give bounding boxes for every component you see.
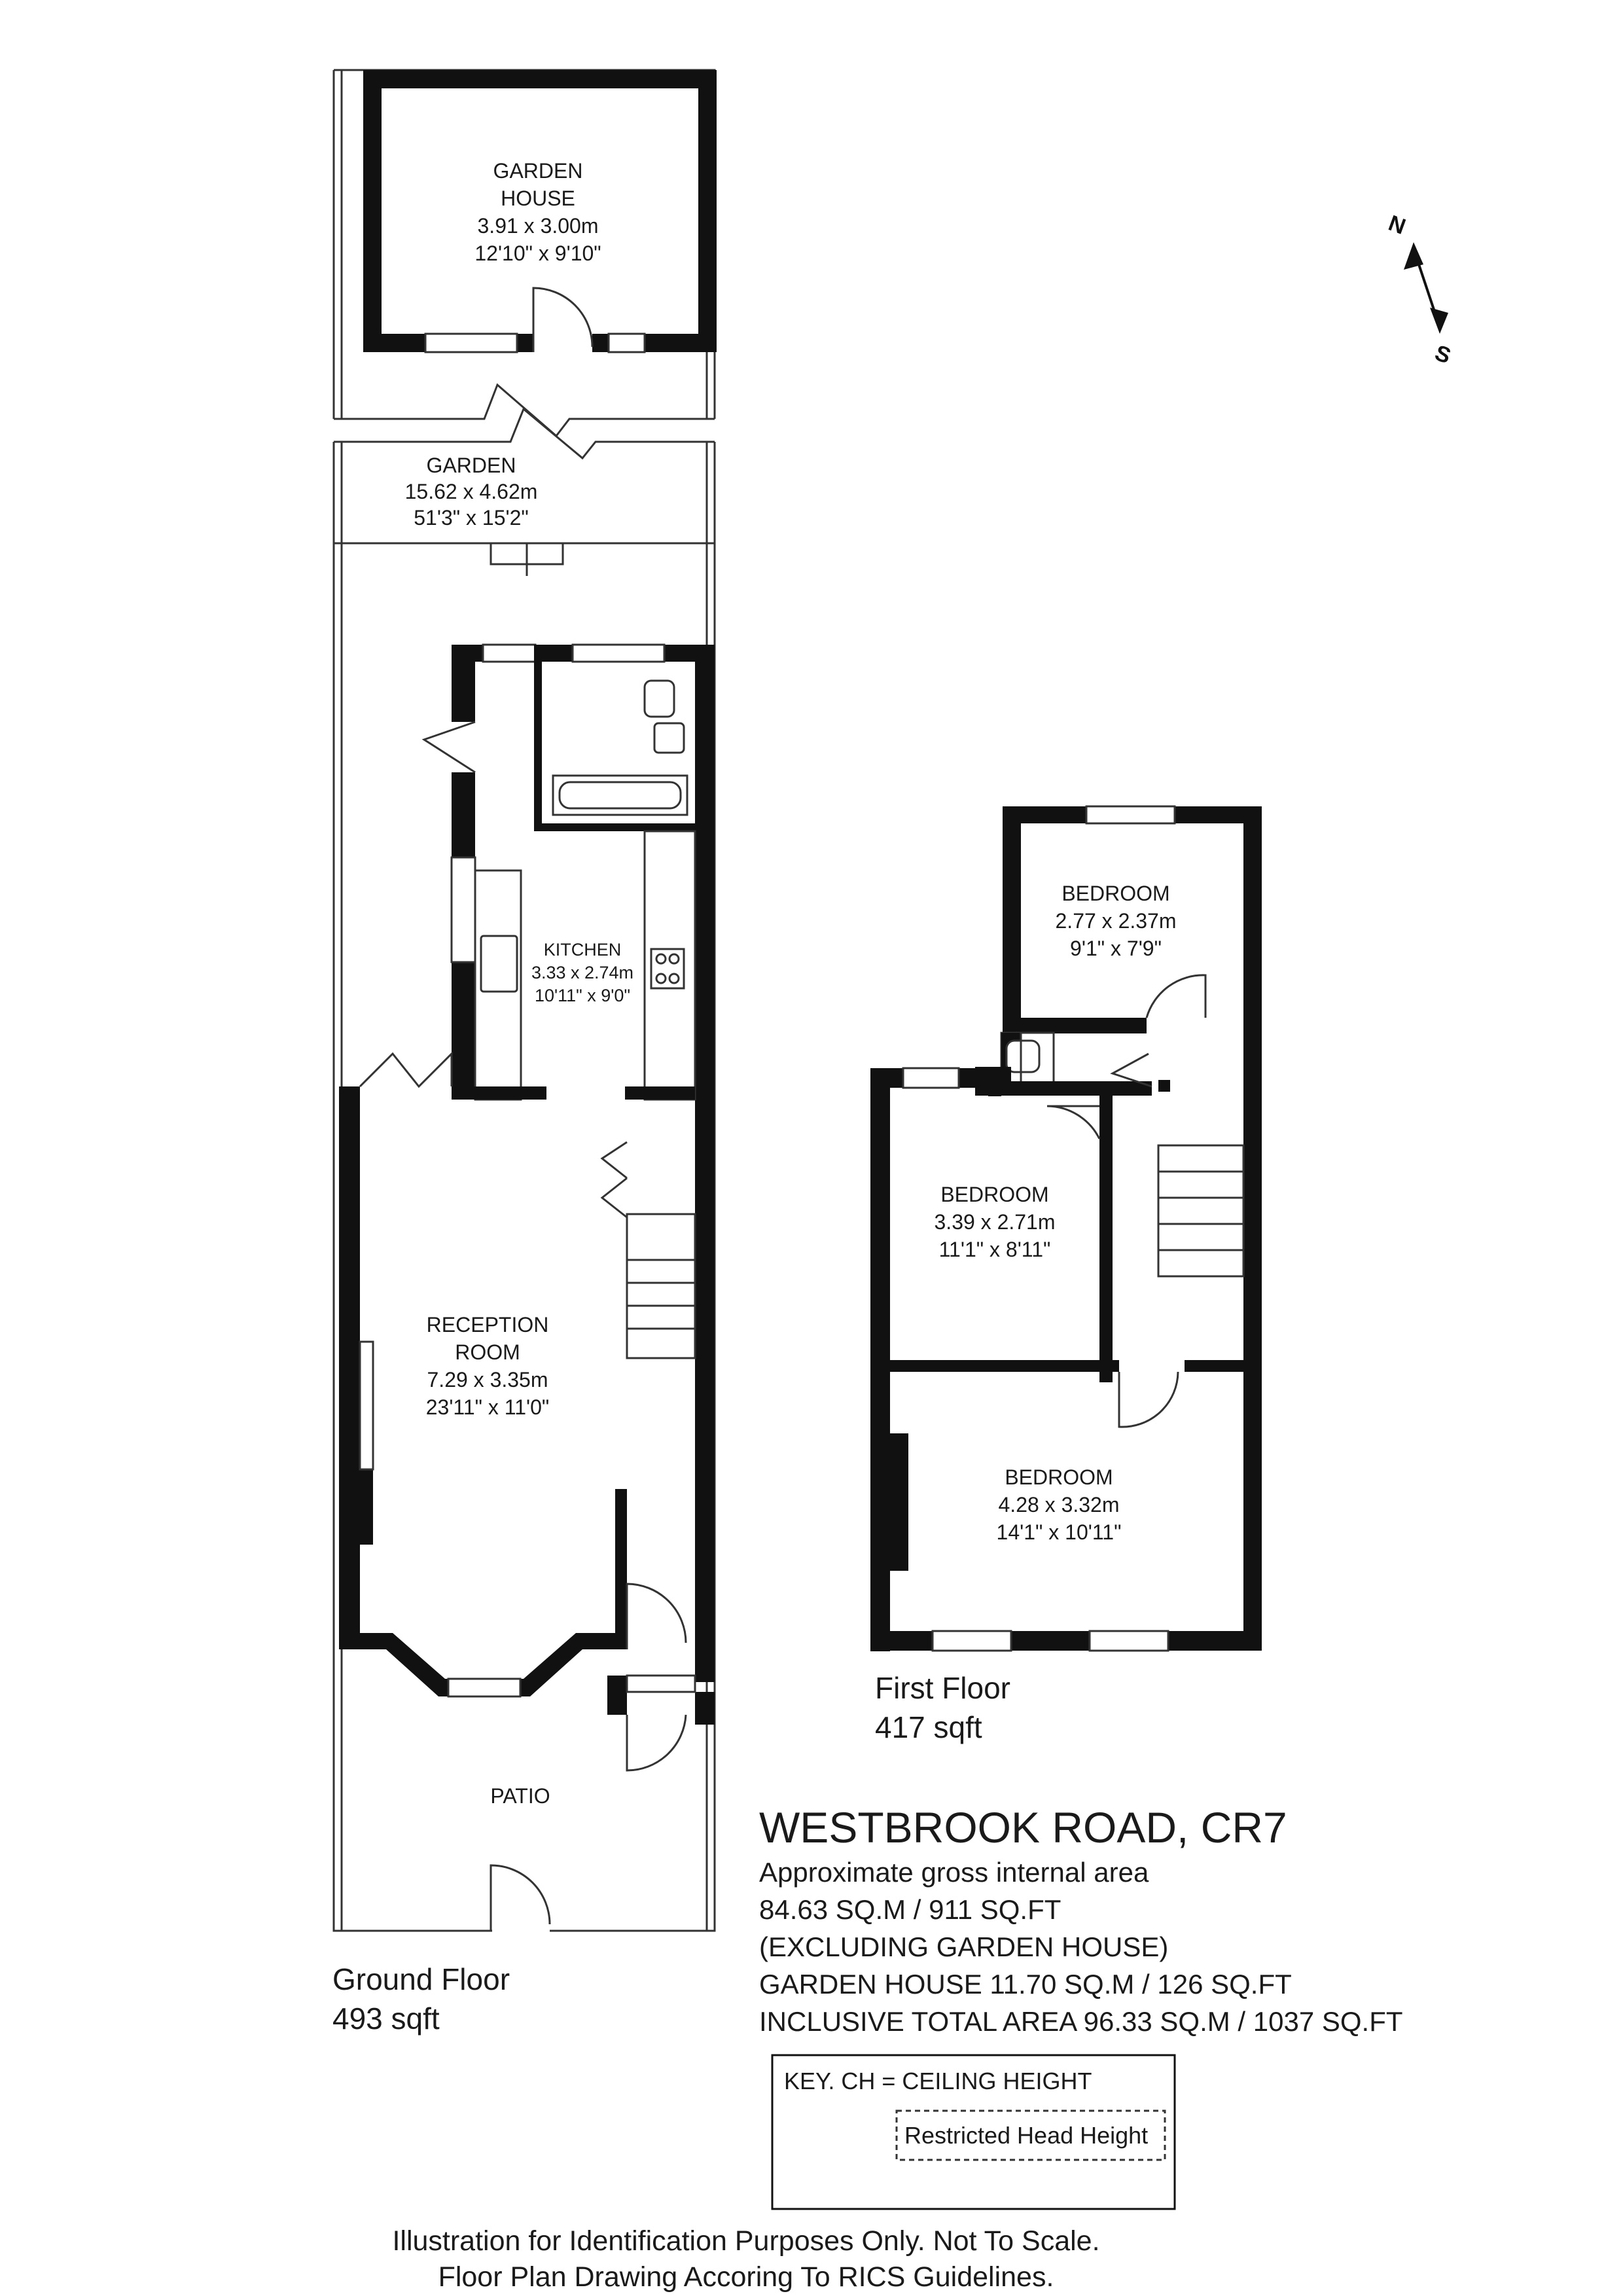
bedroom-large-metric: 4.28 x 3.32m [998,1493,1120,1516]
bedroom-small-imperial: 9'1" x 7'9" [1070,937,1162,960]
ground-floor-walls [339,645,715,1770]
kitchen-imperial: 10'11" x 9'0" [534,986,631,1005]
bedroom-middle-imperial: 11'1" x 8'11" [938,1238,1051,1261]
property-info-2: 84.63 SQ.M / 911 SQ.FT [759,1894,1061,1925]
reception-label: RECEPTION [426,1313,549,1336]
ground-floor-area: 493 sqft [332,2001,440,2036]
garden-house-imperial: 12'10" x 9'10" [474,242,601,265]
key-restricted: Restricted Head Height [904,2122,1149,2149]
bedroom-small-metric: 2.77 x 2.37m [1055,909,1177,933]
bedroom-large-imperial: 14'1" x 10'11" [996,1520,1122,1544]
property-info-1: Approximate gross internal area [759,1857,1149,1888]
compass-icon [1385,211,1454,369]
garden-house-walls [363,70,717,352]
reception-imperial: 23'11" x 11'0" [425,1395,550,1419]
bedroom-middle-label: BEDROOM [940,1183,1049,1206]
kitchen-label: KITCHEN [543,940,622,960]
reception-label-2: ROOM [455,1340,520,1364]
bedroom-small-label: BEDROOM [1061,882,1170,905]
kitchen-metric: 3.33 x 2.74m [531,963,634,982]
patio-label: PATIO [490,1784,550,1808]
property-info-3: (EXCLUDING GARDEN HOUSE) [759,1931,1169,1962]
garden-house-metric: 3.91 x 3.00m [477,214,599,238]
garden-house-label-2: HOUSE [501,187,575,210]
ground-floor-name: Ground Floor [332,1962,510,1996]
reception-metric: 7.29 x 3.35m [427,1368,548,1391]
footer-line-1: Illustration for Identification Purposes Only. Not To Scale. [392,2225,1100,2257]
bedroom-middle-metric: 3.39 x 2.71m [934,1210,1056,1234]
property-title: WESTBROOK ROAD, CR7 [759,1803,1287,1852]
key-box [772,2055,1175,2209]
patio-gate [491,1865,550,1931]
key-title: KEY. CH = CEILING HEIGHT [784,2068,1092,2094]
garden-metric: 15.62 x 4.62m [404,480,538,503]
compass-north: N [1385,210,1409,240]
bedroom-large-label: BEDROOM [1005,1465,1113,1489]
garden-imperial: 51'3" x 15'2" [414,506,529,529]
garden-label: GARDEN [426,454,516,477]
ground-floor-plan [334,70,717,1933]
first-floor-name: First Floor [875,1671,1010,1705]
footer-line-2: Floor Plan Drawing Accoring To RICS Guidelines. [438,2261,1054,2293]
first-floor-area: 417 sqft [875,1710,982,1744]
property-info-4: GARDEN HOUSE 11.70 SQ.M / 126 SQ.FT [759,1969,1292,2000]
property-info-5: INCLUSIVE TOTAL AREA 96.33 SQ.M / 1037 SQ.FT [759,2006,1403,2037]
garden-house-label: GARDEN [493,159,583,183]
compass-south: S [1431,340,1454,369]
first-floor-plan [870,806,1262,1651]
